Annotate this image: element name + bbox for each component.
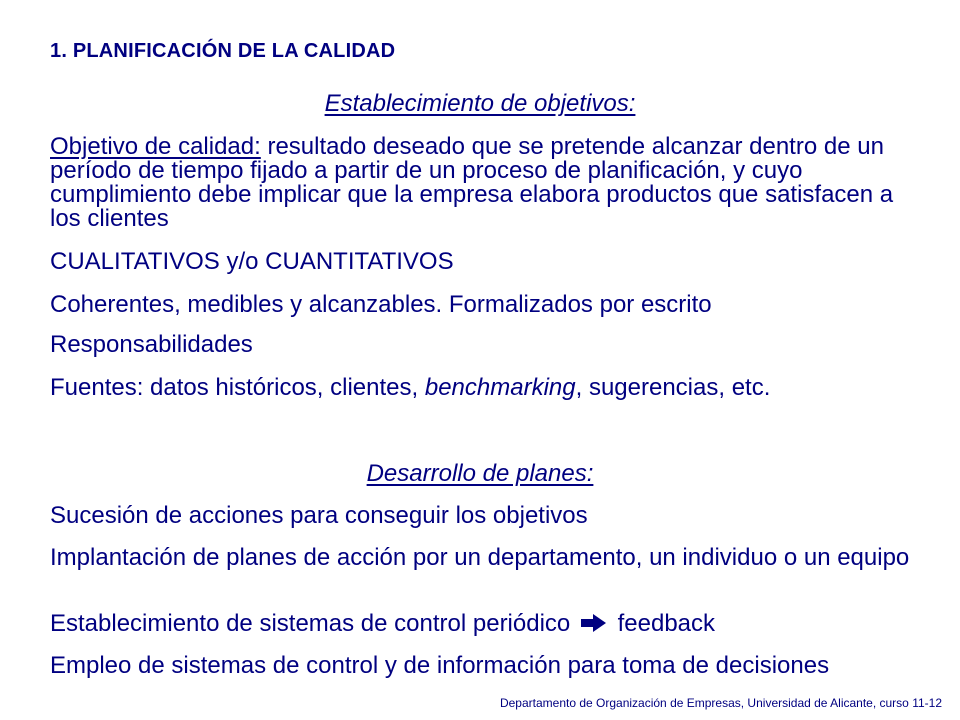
footer-credit: Departamento de Organización de Empresas, Universidad de Alicante, curso 11-12 [499,696,942,710]
definition-term: Objetivo de calidad: [50,133,261,160]
responsibilities: Responsabilidades [50,331,253,358]
objective-sources [50,376,925,400]
plans-control [50,612,925,636]
arrow-right-icon [579,613,607,631]
definition-text: resultado deseado que se pretende alcanzar dentro de un período de tiempo fijado a partir de un proceso de planificación, y cuyo cumplimiento debe implicar que la empresa elabora productos que satisfacen a los clientes [50,133,894,232]
quality-objective-definition [50,135,925,231]
plans-implementation: Implantación de planes de acción por un departamento, un individuo o un equipo [50,544,910,571]
plans-heading: Desarrollo de planes: [366,460,594,487]
control-feedback: feedback [617,610,716,637]
sources-prefix: Fuentes: datos históricos, clientes, [50,374,425,401]
sources-suffix: , sugerencias, etc. [575,374,771,401]
sources-benchmarking: benchmarking [424,374,576,401]
objective-properties: Coherentes, medibles y alcanzables. Formalizados por escrito [50,291,712,318]
slide-title: 1. PLANIFICACIÓN DE LA CALIDAD [50,40,396,62]
objectives-heading: Establecimiento de objetivos: [324,90,636,117]
objective-types: CUALITATIVOS y/o CUANTITATIVOS [50,248,454,275]
plans-succession: Sucesión de acciones para conseguir los objetivos [50,502,588,529]
control-prefix: Establecimiento de sistemas de control periódico [50,610,571,637]
plans-decisions: Empleo de sistemas de control y de información para toma de decisiones [50,652,830,679]
